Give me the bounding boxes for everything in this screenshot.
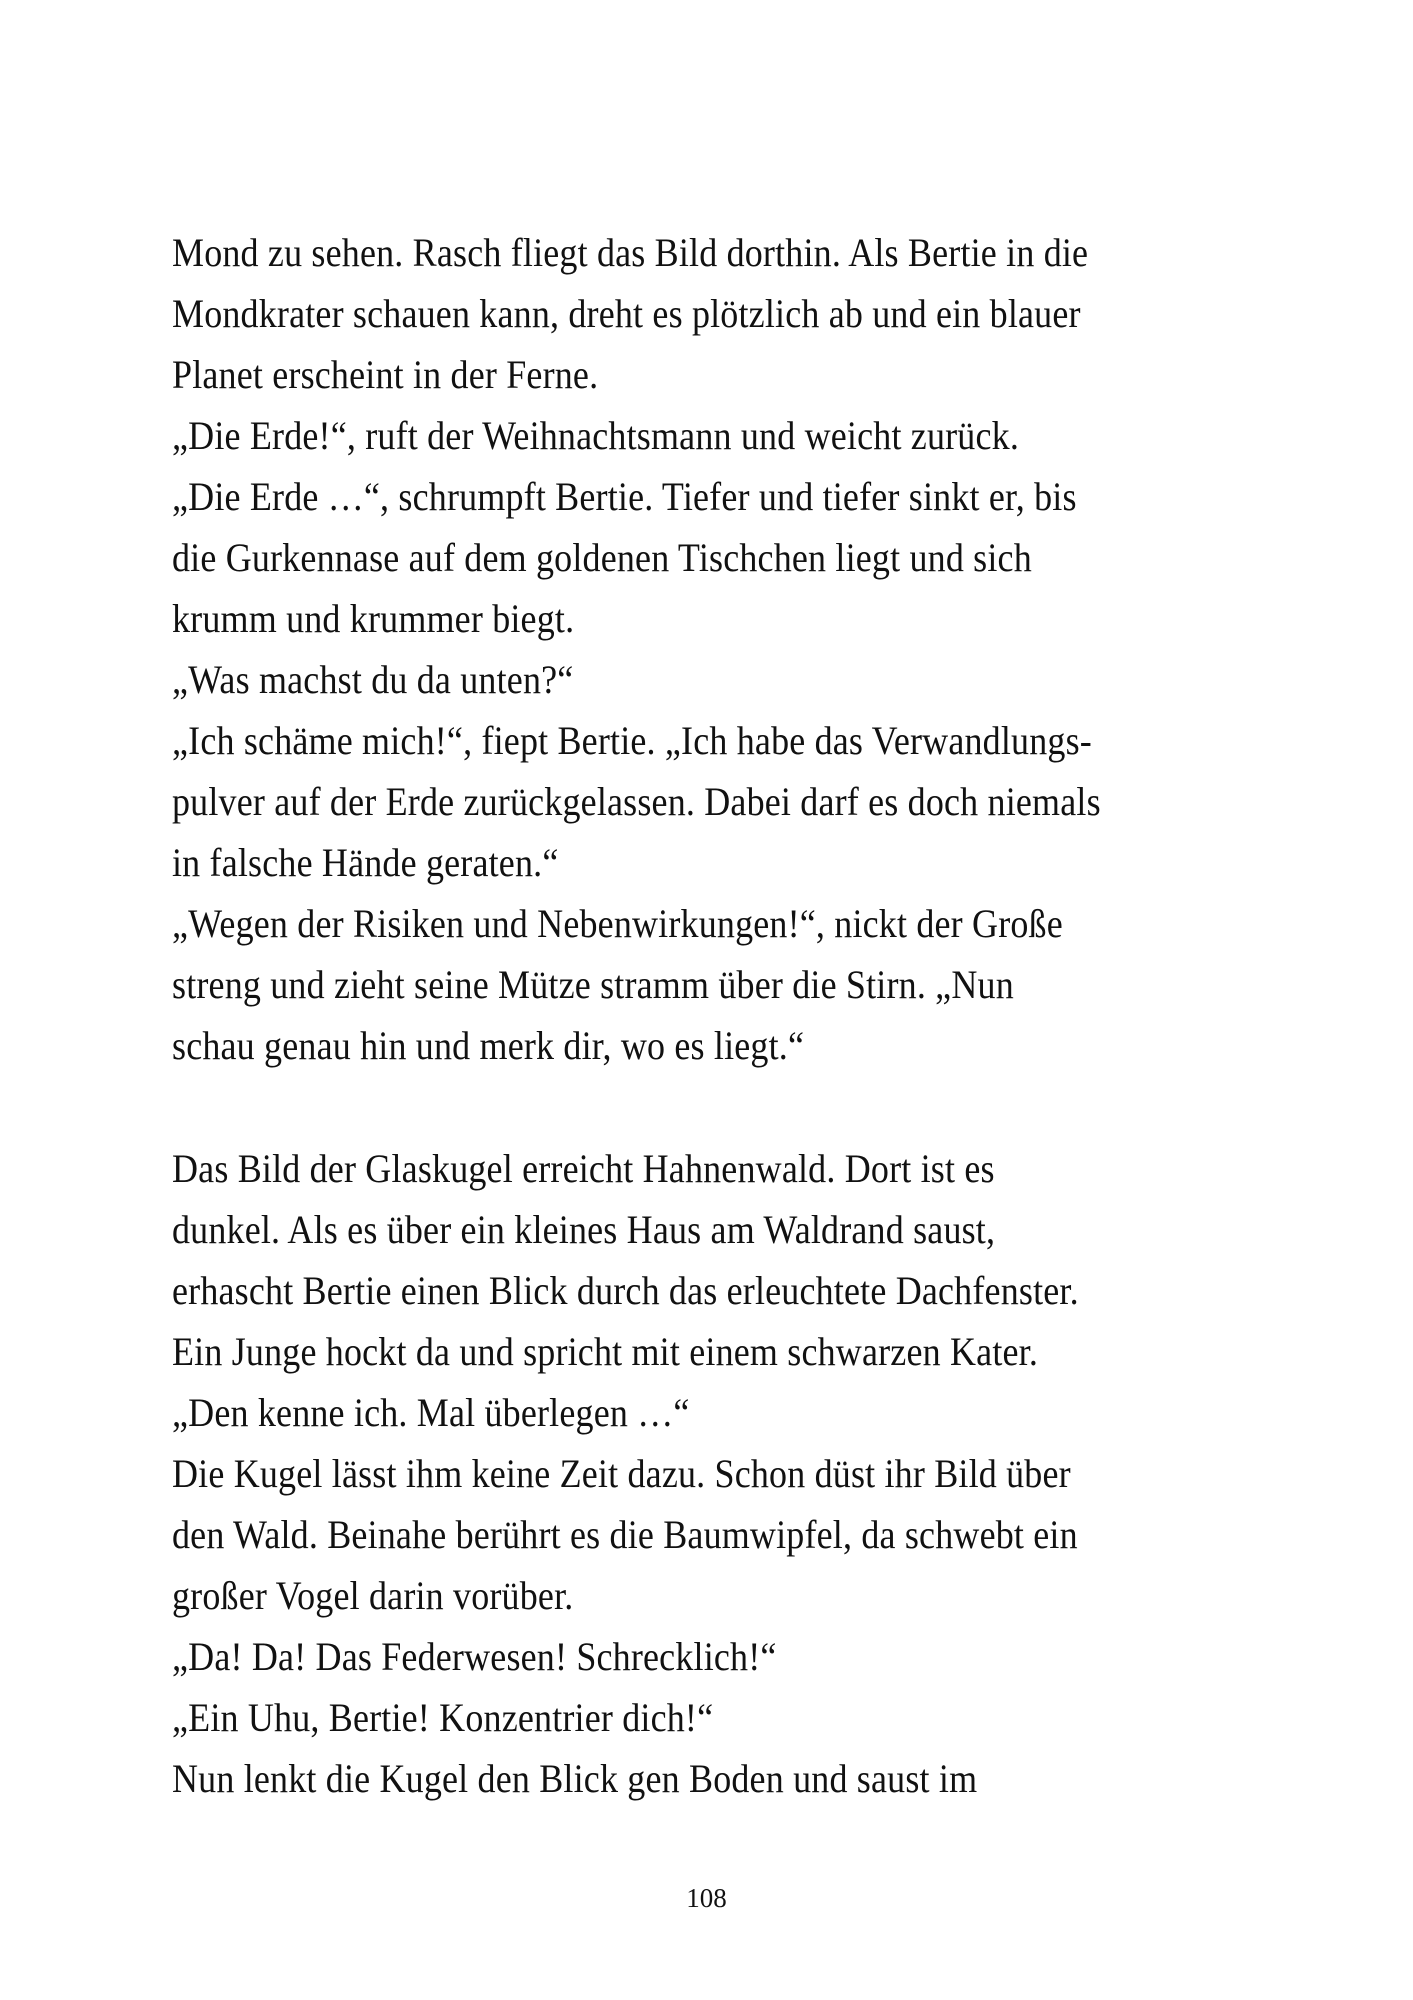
text-line: „Was machst du da unten?“ [172, 657, 574, 702]
text-line: Mond zu sehen. Rasch fliegt das Bild dorthin. Als Bertie in die [172, 230, 1089, 275]
text-line: Nun lenkt die Kugel den Blick gen Boden und saust im [172, 1756, 978, 1801]
text-line: „Da! Da! Das Federwesen! Schrecklich!“ [172, 1634, 777, 1679]
text-line: erhascht Bertie einen Blick durch das erleuchtete Dachfenster. [172, 1268, 1079, 1313]
text-line: „Die Erde!“, ruft der Weihnachtsmann und weicht zurück. [172, 413, 1020, 458]
text-line: Das Bild der Glaskugel erreicht Hahnenwald. Dort ist es [172, 1146, 995, 1191]
text-line: „Ein Uhu, Bertie! Konzentrier dich!“ [172, 1695, 714, 1740]
text-line: pulver auf der Erde zurückgelassen. Dabei darf es doch niemals [172, 779, 1101, 824]
text-line: dunkel. Als es über ein kleines Haus am Waldrand saust, [172, 1207, 996, 1252]
text-line: „Ich schäme mich!“, fiept Bertie. „Ich habe das Verwandlungs- [172, 718, 1092, 763]
text-line: in falsche Hände geraten.“ [172, 840, 559, 885]
text-line: Ein Junge hockt da und spricht mit einem schwarzen Kater. [172, 1329, 1039, 1374]
text-line: „Den kenne ich. Mal überlegen …“ [172, 1390, 690, 1435]
text-block-1 [172, 222, 1252, 1076]
text-block-2 [172, 1138, 1252, 1809]
text-line: den Wald. Beinahe berührt es die Baumwipfel, da schwebt ein [172, 1512, 1078, 1557]
text-line: Planet erscheint in der Ferne. [172, 352, 599, 397]
text-line: krumm und krummer biegt. [172, 596, 575, 641]
text-line: schau genau hin und merk dir, wo es liegt.“ [172, 1023, 805, 1068]
text-line: die Gurkennase auf dem goldenen Tischchen liegt und sich [172, 535, 1032, 580]
text-line: Mondkrater schauen kann, dreht es plötzlich ab und ein blauer [172, 291, 1081, 336]
text-line: großer Vogel darin vorüber. [172, 1573, 574, 1618]
page-number: 108 [686, 1883, 727, 1913]
text-line: „Wegen der Risiken und Nebenwirkungen!“, nickt der Große [172, 901, 1063, 946]
text-line: „Die Erde …“, schrumpft Bertie. Tiefer und tiefer sinkt er, bis [172, 474, 1077, 519]
text-line: streng und zieht seine Mütze stramm über die Stirn. „Nun [172, 962, 1014, 1007]
text-line: Die Kugel lässt ihm keine Zeit dazu. Schon düst ihr Bild über [172, 1451, 1071, 1496]
